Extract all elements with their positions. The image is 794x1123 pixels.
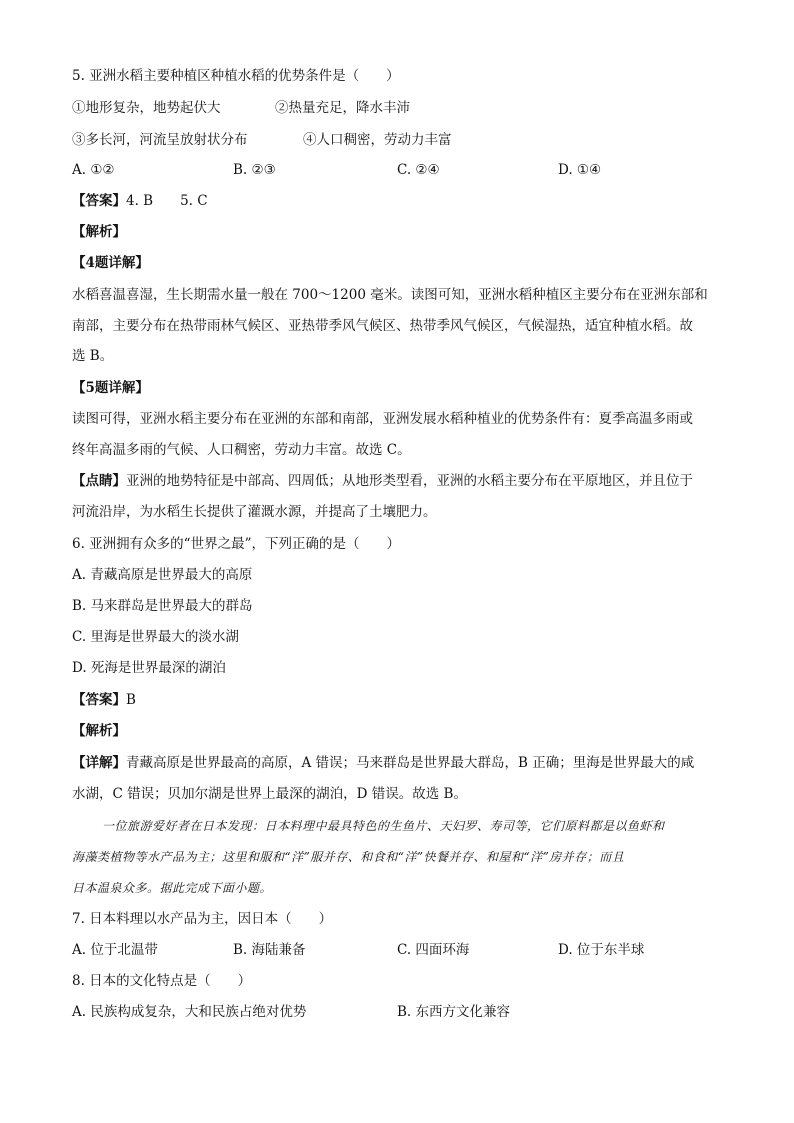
q4-detail-line-1: 水稻喜温喜湿，生长期需水量一般在 700～1200 毫米。读图可知，亚洲水稻种植区主要分布在亚洲东部和 <box>72 287 708 303</box>
q6-option-b: B. 马来群岛是世界最大的群岛 <box>72 598 253 614</box>
q6-option-d: D. 死海是世界最深的湖泊 <box>72 660 226 676</box>
q6-stem: 6. 亚洲拥有众多的“世界之最”，下列正确的是（ ） <box>72 536 400 552</box>
q8-option-a: A. 民族构成复杂，大和民族占绝对优势 <box>72 1004 307 1020</box>
q8-stem: 8. 日本的文化特点是（ ） <box>72 973 252 989</box>
detail-6-text-1: 青藏高原是世界最高的高原，A 错误；马来群岛是世界最大群岛，B 正确；里海是世界最大的咸 <box>126 755 695 771</box>
answer-text: 4. B 5. C <box>126 193 208 209</box>
passage-line-3: 日本温泉众多。据此完成下面小题。 <box>72 881 273 895</box>
analysis-label: 【解析】 <box>72 224 126 240</box>
answer-6-label: 【答案】 <box>72 692 126 708</box>
q5-item-4: ④人口稠密，劳动力丰富 <box>303 132 452 148</box>
q5-item-2: ②热量充足，降水丰沛 <box>275 100 410 116</box>
q7-option-d: D. 位于东半球 <box>558 942 645 958</box>
answer-label: 【答案】 <box>72 193 126 209</box>
detail-6-label: 【详解】 <box>72 755 126 771</box>
q4-detail-line-2: 南部，主要分布在热带雨林气候区、亚热带季风气候区、热带季风气候区，气候湿热，适宜种植水稻。故 <box>72 318 693 334</box>
q4-detail-label: 【4题详解】 <box>72 255 149 271</box>
q7-stem: 7. 日本料理以水产品为主，因日本（ ） <box>72 911 333 927</box>
passage-line-2: 海藻类植物等水产品为主；这里和服和“洋”服并存、和食和“洋”快餐并存、和屋和“洋”房并存；而且 <box>72 850 625 864</box>
answer-6-text: B <box>126 692 136 708</box>
detail-6-line-1 <box>72 753 694 773</box>
answer-4-5 <box>72 191 208 211</box>
q5-option-c: C. ②④ <box>397 162 440 178</box>
q5-detail-line-1: 读图可得，亚洲水稻主要分布在亚洲的东部和南部，亚洲发展水稻种植业的优势条件有：夏季高温多雨或 <box>72 411 693 427</box>
q5-option-d: D. ①④ <box>558 162 602 178</box>
comment-line-1 <box>72 471 693 491</box>
analysis-6-label: 【解析】 <box>72 723 126 739</box>
q7-option-a: A. 位于北温带 <box>72 942 158 958</box>
q5-detail-line-2: 终年高温多雨的气候、人口稠密，劳动力丰富。故选 C。 <box>72 442 411 458</box>
q5-item-1: ①地形复杂，地势起伏大 <box>72 100 221 116</box>
comment-line-2: 河流沿岸，为水稻生长提供了灌溉水源，并提高了土壤肥力。 <box>72 504 437 520</box>
detail-6-line-2: 水湖，C 错误；贝加尔湖是世界上最深的湖泊，D 错误。故选 B。 <box>72 786 467 802</box>
q5-detail-label: 【5题详解】 <box>72 380 149 396</box>
comment-text-1: 亚洲的地势特征是中部高、四周低；从地形类型看，亚洲的水稻主要分布在平原地区，并且位于 <box>126 473 693 489</box>
q7-option-c: C. 四面环海 <box>397 942 470 958</box>
answer-6 <box>72 690 136 710</box>
q5-option-b: B. ②③ <box>233 162 276 178</box>
q5-stem: 5. 亚洲水稻主要种植区种植水稻的优势条件是（ ） <box>72 68 400 84</box>
passage-line-1: 一位旅游爱好者在日本发现：日本料理中最具特色的生鱼片、天妇罗、寿司等，它们原料都是以鱼虾和 <box>102 819 665 833</box>
q6-option-a: A. 青藏高原是世界最大的高原 <box>72 567 253 583</box>
q8-option-b: B. 东西方文化兼容 <box>397 1004 511 1020</box>
comment-label: 【点睛】 <box>72 473 126 489</box>
q5-item-3: ③多长河，河流呈放射状分布 <box>72 132 248 148</box>
q7-option-b: B. 海陆兼备 <box>233 942 306 958</box>
q5-option-a: A. ①② <box>72 162 115 178</box>
q4-detail-line-3: 选 B。 <box>72 348 114 364</box>
q6-option-c: C. 里海是世界最大的淡水湖 <box>72 629 239 645</box>
